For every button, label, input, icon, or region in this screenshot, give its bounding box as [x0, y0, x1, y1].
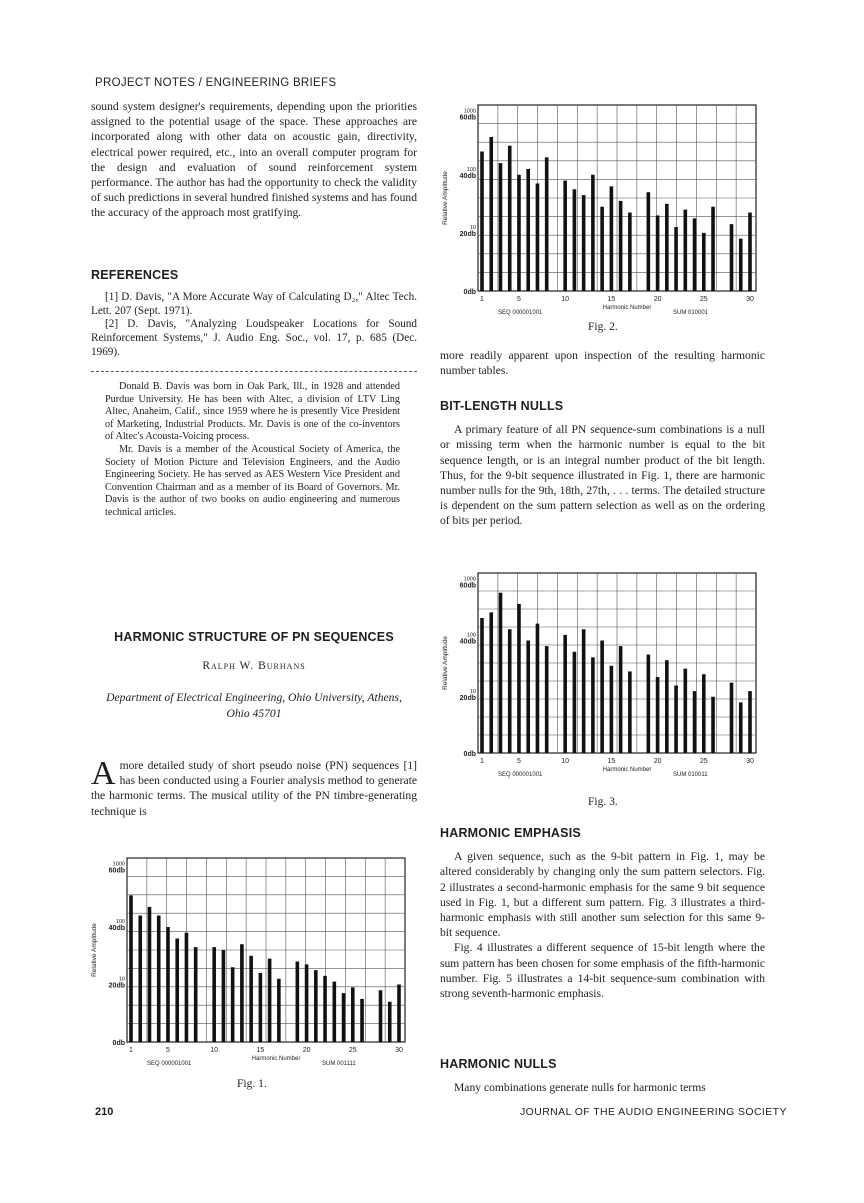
- harmonic-bar: [693, 218, 697, 291]
- nulls-section: [440, 1057, 765, 1095]
- running-header: PROJECT NOTES / ENGINEERING BRIEFS: [95, 77, 337, 89]
- harmonic-bar: [573, 189, 577, 291]
- harmonic-bar: [342, 993, 346, 1042]
- harmonic-bar: [138, 916, 142, 1043]
- harmonic-bar: [739, 702, 743, 753]
- harmonic-bar: [665, 204, 669, 291]
- harmonic-bar: [360, 999, 364, 1042]
- harmonic-bar: [379, 990, 383, 1042]
- harmonic-bar: [240, 944, 244, 1042]
- harmonic-bar: [684, 210, 688, 291]
- harmonic-bar: [748, 213, 752, 291]
- harmonic-bar: [185, 933, 189, 1042]
- harmonic-bar: [212, 947, 216, 1042]
- y-tick-label: 40db: [459, 172, 476, 180]
- harmonic-bar: [388, 1002, 392, 1042]
- continuation-paragraph: [440, 348, 765, 378]
- x-axis-label: Harmonic Number: [602, 767, 652, 773]
- harmonic-bar: [545, 157, 549, 291]
- bio-paragraph-2: Mr. Davis is a member of the Acoustical Society of America, the Society of Motion Picture and Television Engineers, and the Audio Engineering Society. He has served as AES Western Vice President and Convention Chairman and as a member of its Board of Governors. Mr. Davis is the author of two books on audio engineering and numerous technical articles.: [105, 443, 400, 518]
- harmonic-bar: [333, 982, 337, 1042]
- author-bio: [105, 381, 400, 520]
- y-tick-label: 20db: [459, 694, 476, 702]
- harmonic-bar: [194, 947, 198, 1042]
- x-tick-label: 30: [746, 758, 754, 765]
- x-tick-label: 25: [348, 1047, 357, 1054]
- y-axis-label: Relative Amplitude: [91, 923, 98, 977]
- bio-paragraph-1: Donald B. Davis was born in Oak Park, Ill., in 1928 and attended Purdue University. He has been with Altec, a division of LTV Ling Altec, Anaheim, Calif., since 1959 where he is presently Vice President of Marketing, Industrial Products. Mr. Davis is one of the co-inventors of Altec's Acousta-Voicing process.: [105, 381, 400, 443]
- harmonic-bar: [647, 655, 651, 753]
- harmonic-bar: [647, 192, 651, 291]
- harmonic-bar: [536, 183, 540, 291]
- y-tick-prefix: 10: [469, 688, 476, 695]
- y-tick-label: 40db: [108, 925, 125, 932]
- harmonic-bar: [305, 964, 309, 1042]
- y-tick-prefix: 10: [469, 224, 476, 231]
- y-tick-label: 20db: [459, 230, 476, 238]
- harmonic-bar: [702, 233, 706, 291]
- harmonic-bar: [573, 652, 577, 753]
- harmonic-bar: [711, 697, 715, 753]
- harmonic-bar: [480, 152, 484, 292]
- harmonic-bar: [582, 629, 586, 753]
- figure-3-caption: Fig. 3.: [588, 796, 618, 808]
- x-tick-label: 15: [256, 1047, 265, 1054]
- continuation-text: more readily apparent upon inspection of the resulting harmonic number tables.: [440, 349, 765, 378]
- reference-1: [1] D. Davis, "A More Accurate Way of Calculating D₂," Altec Tech. Lett. 207 (Sept. 1971).: [91, 291, 417, 317]
- harmonic-bar: [489, 137, 493, 291]
- bitlength-text: A primary feature of all PN sequence-sum combinations is a null or missing term when the harmonic number is equal to the bit sequence length, or is an integral number product of the bit length. Thus, for the 9-bit sequence illustrated in Fig. 1, there are harmonic number nulls for the 9th, 18th, 27th, . . . terms. The detailed structure is dependent on the sum pattern selection as well as on the ordering of bits per period.: [440, 423, 765, 528]
- harmonic-bar: [499, 163, 503, 291]
- y-axis-label: Relative Amplitude: [442, 171, 449, 225]
- harmonic-bar: [591, 175, 595, 291]
- harmonic-bar: [610, 666, 614, 753]
- x-tick-label: 1: [480, 296, 484, 303]
- x-axis-label: Harmonic Number: [251, 1056, 301, 1062]
- intro-paragraph: [91, 99, 417, 221]
- harmonic-bar: [259, 973, 263, 1042]
- sum-label: SUM 010001: [673, 310, 709, 316]
- sequence-label: SEQ 000001001: [147, 1061, 192, 1067]
- x-tick-label: 5: [517, 296, 521, 303]
- harmonic-bar: [684, 669, 688, 753]
- y-tick-label: 0db: [112, 1040, 125, 1047]
- references-heading: REFERENCES: [91, 268, 179, 282]
- emphasis-paragraph-1: A given sequence, such as the 9-bit pattern in Fig. 1, may be altered considerably by changing only the sum pattern selectors. Fig. 2 illustrates a second-harmonic emphasis for the same 9 bit sequence used in Fig. 1, but a different sum pattern. Fig. 3 illustrates a third-harmonic emphasis with still another sum selection for this same 9-bit sequence.: [440, 850, 765, 940]
- harmonic-bar: [582, 195, 586, 291]
- harmonic-bar: [296, 962, 300, 1043]
- harmonic-bar: [536, 624, 540, 753]
- harmonic-bar: [166, 927, 170, 1042]
- x-tick-label: 15: [607, 758, 616, 765]
- sequence-label: SEQ 000001001: [498, 310, 543, 316]
- y-tick-label: 60db: [108, 867, 125, 875]
- x-tick-label: 10: [561, 758, 570, 765]
- y-tick-prefix: 10: [118, 976, 125, 983]
- emphasis-section: [440, 826, 765, 1001]
- harmonic-bar: [222, 950, 226, 1042]
- harmonic-bar: [739, 239, 743, 291]
- drop-cap: A: [91, 755, 116, 792]
- harmonic-bar: [600, 207, 604, 291]
- harmonic-bar: [129, 895, 133, 1042]
- x-tick-label: 15: [607, 296, 616, 303]
- harmonic-bar: [730, 224, 734, 291]
- harmonic-bar: [591, 657, 595, 753]
- article-header: [91, 630, 417, 721]
- x-tick-label: 20: [653, 758, 662, 765]
- article-affiliation: Department of Electrical Engineering, Ohio University, Athens, Ohio 45701: [106, 691, 402, 720]
- sequence-label: SEQ 000001001: [498, 772, 543, 778]
- x-tick-label: 5: [166, 1047, 170, 1054]
- harmonic-bar: [619, 201, 623, 291]
- harmonic-bar: [148, 907, 152, 1042]
- journal-name: JOURNAL OF THE AUDIO ENGINEERING SOCIETY: [520, 1106, 787, 1118]
- harmonic-bar: [397, 985, 401, 1043]
- article-first-paragraph: [91, 755, 417, 819]
- figure-3-chart: [436, 565, 766, 785]
- emphasis-heading: HARMONIC EMPHASIS: [440, 826, 581, 840]
- figure-2-caption: Fig. 2.: [588, 321, 618, 333]
- harmonic-bar: [314, 970, 318, 1042]
- harmonic-bar: [517, 175, 521, 291]
- harmonic-bar: [508, 146, 512, 291]
- nulls-text: Many combinations generate nulls for harmonic terms: [454, 1081, 706, 1095]
- harmonic-bar: [674, 227, 678, 291]
- x-tick-label: 25: [699, 296, 708, 303]
- x-tick-label: 20: [302, 1047, 311, 1054]
- x-tick-label: 1: [480, 758, 484, 765]
- y-tick-label: 20db: [108, 982, 125, 990]
- x-tick-label: 20: [653, 296, 662, 303]
- bitlength-heading: BIT-LENGTH NULLS: [440, 399, 564, 413]
- harmonic-bar: [480, 618, 484, 753]
- references-section: [91, 268, 417, 359]
- x-tick-label: 30: [395, 1047, 403, 1054]
- figure-2-chart: [436, 97, 766, 322]
- sum-label: SUM 001111: [322, 1061, 356, 1067]
- harmonic-bar: [600, 641, 604, 754]
- page-number: 210: [95, 1106, 114, 1118]
- harmonic-bar: [656, 215, 660, 291]
- harmonic-bar: [323, 976, 327, 1042]
- x-tick-label: 10: [561, 296, 570, 303]
- y-tick-label: 0db: [463, 289, 476, 296]
- harmonic-bar: [175, 939, 179, 1043]
- y-axis-label: Relative Amplitude: [442, 636, 449, 690]
- section-divider: [91, 371, 417, 372]
- harmonic-bar: [674, 686, 678, 754]
- harmonic-bar: [526, 641, 530, 754]
- harmonic-bar: [545, 646, 549, 753]
- harmonic-bar: [277, 979, 281, 1042]
- harmonic-bar: [231, 967, 235, 1042]
- harmonic-bar: [628, 213, 632, 291]
- x-tick-label: 10: [210, 1047, 219, 1054]
- harmonic-bar: [711, 207, 715, 291]
- harmonic-bar: [656, 677, 660, 753]
- bitlength-section: [440, 399, 765, 529]
- article-author: Ralph W. Burhans: [202, 660, 306, 673]
- y-tick-prefix: 1000: [463, 576, 476, 583]
- harmonic-bar: [563, 635, 567, 753]
- y-tick-label: 40db: [459, 638, 476, 646]
- intro-text: sound system designer's requirements, depending upon the priorities assigned to the potential usage of the space. These approaches are incorporated along with other data on acoustic gain, directivity, electrical power required, etc., into an overall computer program for the design and evaluation of sound reinforcement system performance. The author has had the opportunity to check the validity of such predictions in several hundred finished systems and has found the accuracy of the approach most gratifying.: [91, 100, 417, 220]
- x-tick-label: 25: [699, 758, 708, 765]
- harmonic-bar: [249, 956, 253, 1042]
- harmonic-bar: [489, 612, 493, 753]
- article-title: HARMONIC STRUCTURE OF PN SEQUENCES: [114, 630, 394, 644]
- x-tick-label: 30: [746, 296, 754, 303]
- figure-1-chart: [85, 850, 415, 1075]
- harmonic-bar: [499, 593, 503, 753]
- harmonic-bar: [730, 683, 734, 753]
- harmonic-bar: [526, 169, 530, 291]
- harmonic-bar: [508, 629, 512, 753]
- harmonic-bar: [748, 691, 752, 753]
- harmonic-bar: [268, 959, 272, 1042]
- y-tick-prefix: 1000: [463, 108, 476, 115]
- x-tick-label: 1: [129, 1047, 133, 1054]
- y-tick-prefix: 100: [466, 166, 476, 173]
- y-tick-label: 60db: [459, 582, 476, 590]
- sum-label: SUM 010011: [673, 772, 708, 778]
- harmonic-bar: [563, 181, 567, 291]
- figure-1-caption: Fig. 1.: [237, 1078, 267, 1090]
- harmonic-bar: [693, 691, 697, 753]
- harmonic-bar: [610, 186, 614, 291]
- harmonic-bar: [157, 916, 161, 1043]
- y-tick-label: 0db: [463, 751, 476, 758]
- harmonic-bar: [517, 604, 521, 753]
- nulls-heading: HARMONIC NULLS: [440, 1057, 557, 1071]
- harmonic-bar: [665, 660, 669, 753]
- x-tick-label: 5: [517, 758, 521, 765]
- reference-2: [2] D. Davis, "Analyzing Loudspeaker Locations for Sound Reinforcement Systems," J. Audio Eng. Soc., vol. 17, p. 685 (Dec. 1969).: [91, 318, 417, 358]
- y-tick-prefix: 1000: [112, 861, 125, 868]
- harmonic-bar: [702, 674, 706, 753]
- first-paragraph-text: more detailed study of short pseudo noise (PN) sequences [1] has been conducted using a Fourier analysis method to generate the harmonic terms. The musical utility of the PN timbre-generating technique is: [91, 759, 417, 818]
- y-tick-prefix: 100: [466, 632, 476, 639]
- y-tick-prefix: 100: [115, 919, 125, 925]
- y-tick-label: 60db: [459, 114, 476, 122]
- harmonic-bar: [351, 987, 355, 1042]
- harmonic-bar: [619, 646, 623, 753]
- emphasis-paragraph-2: Fig. 4 illustrates a different sequence of 15-bit length where the sum pattern has been chosen for some emphasis of the fifth-harmonic number. Fig. 5 illustrates a 14-bit sequence-sum combination with strong seventh-harmonic emphasis.: [440, 941, 765, 1001]
- x-axis-label: Harmonic Number: [602, 305, 652, 311]
- harmonic-bar: [628, 671, 632, 753]
